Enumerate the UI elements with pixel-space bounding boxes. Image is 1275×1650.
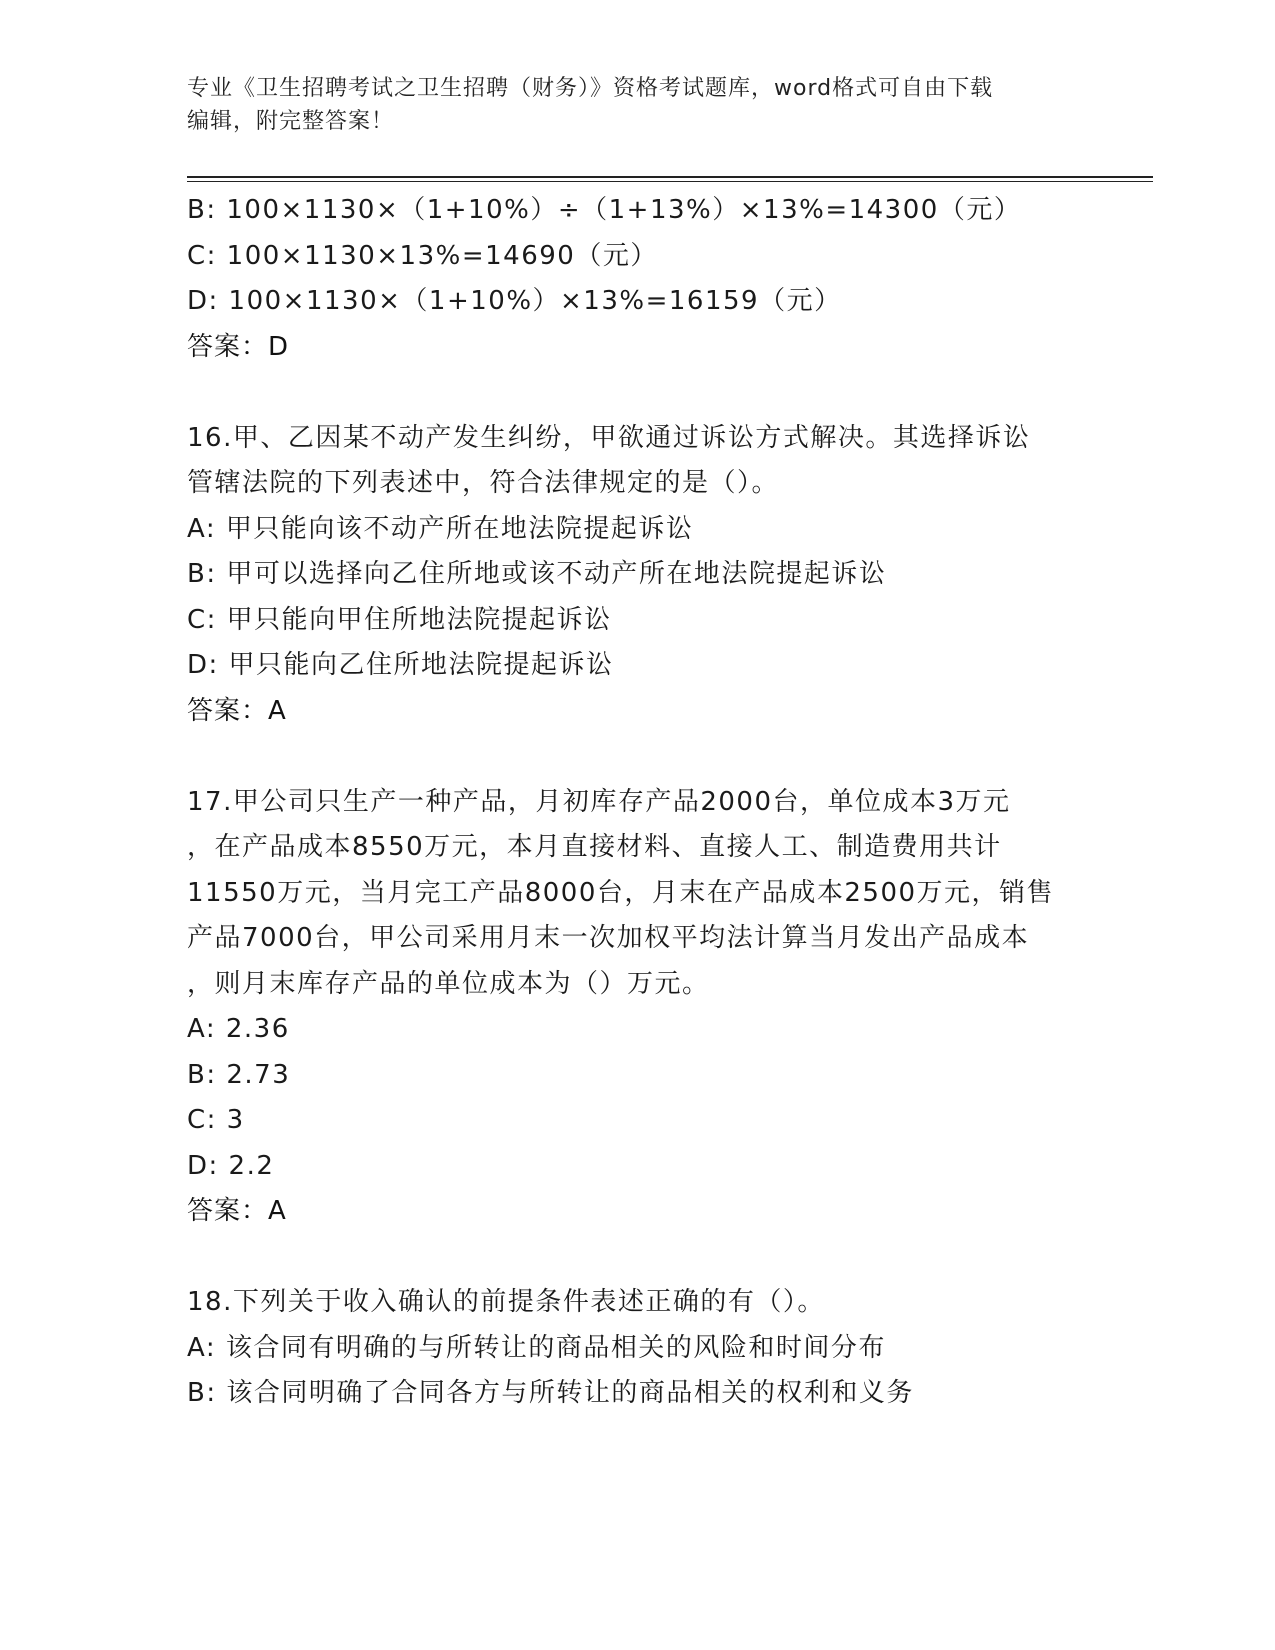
option-a: A: 甲只能向该不动产所在地法院提起诉讼 <box>187 513 694 544</box>
option-a: A: 2.36 <box>187 1014 290 1044</box>
question-16 <box>187 416 1087 735</box>
option-a: A: 该合同有明确的与所转让的商品相关的风险和时间分布 <box>187 1332 886 1363</box>
stem-line: 17.甲公司只生产一种产品，月初库存产品2000台，单位成本3万元 <box>187 786 1011 817</box>
option-b: B: 2.73 <box>187 1059 291 1090</box>
stem-line: ，在产品成本8550万元，本月直接材料、直接人工、制造费用共计 <box>187 832 1002 862</box>
stem-line: ，则月末库存产品的单位成本为（）万元。 <box>187 968 710 999</box>
question-stem <box>187 416 1067 507</box>
answer-line: 答案：D <box>187 331 290 362</box>
header-rule-thin <box>187 181 1153 182</box>
option-b: B: 该合同明确了合同各方与所转让的商品相关的权利和义务 <box>187 1378 914 1408</box>
page-header <box>187 72 1067 138</box>
question-18 <box>187 1280 1087 1417</box>
option-c: C: 100×1130×13%=14690（元） <box>187 240 658 271</box>
stem-line: 16.甲、乙因某不动产发生纠纷，甲欲通过诉讼方式解决。其选择诉讼 <box>187 422 1031 453</box>
option-d: D: 2.2 <box>187 1150 275 1181</box>
header-line-2: 编辑，附完整答案！ <box>187 109 395 134</box>
question-17 <box>187 780 1087 1235</box>
option-c: C: 3 <box>187 1105 245 1135</box>
option-d: D: 100×1130×（1+10%）×13%=16159（元） <box>187 286 842 316</box>
spacer <box>187 370 1087 416</box>
stem-line: 11550万元，当月完工产品8000台，月末在产品成本2500万元，销售 <box>187 877 1055 908</box>
header-line-1: 专业《卫生招聘考试之卫生招聘（财务）》资格考试题库，word格式可自由下载 <box>187 76 994 101</box>
question-stem <box>187 780 1067 1008</box>
spacer <box>187 1235 1087 1281</box>
question-content <box>187 188 1087 1417</box>
option-b: B: 甲可以选择向乙住所地或该不动产所在地法院提起诉讼 <box>187 559 887 589</box>
answer-line: 答案：A <box>187 695 287 726</box>
option-d: D: 甲只能向乙住所地法院提起诉讼 <box>187 650 614 680</box>
stem-line: 管辖法院的下列表述中，符合法律规定的是（）。 <box>187 468 780 498</box>
question-stem <box>187 1280 1067 1326</box>
option-c: C: 甲只能向甲住所地法院提起诉讼 <box>187 604 612 635</box>
stem-line: 18.下列关于收入确认的前提条件表述正确的有（）。 <box>187 1287 825 1317</box>
question-15 <box>187 188 1087 370</box>
stem-line: 产品7000台，甲公司采用月末一次加权平均法计算当月发出产品成本 <box>187 923 1030 953</box>
option-b: B: 100×1130×（1+10%）÷（1+13%）×13%=14300（元） <box>187 195 1022 225</box>
answer-line: 答案：A <box>187 1196 287 1226</box>
header-rule-thick <box>187 176 1153 178</box>
spacer <box>187 734 1087 780</box>
